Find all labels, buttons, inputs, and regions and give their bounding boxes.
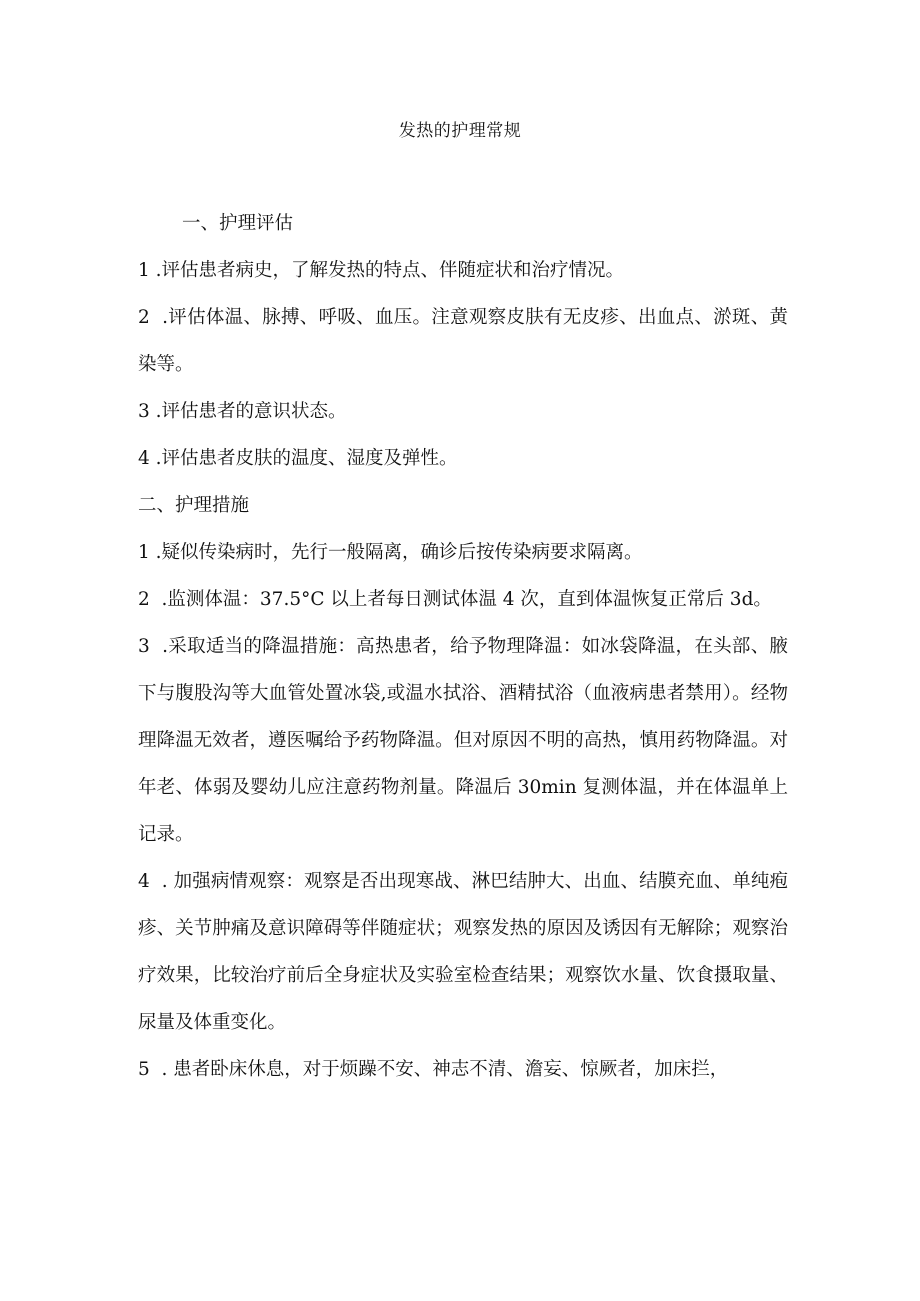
page-title: 发热的护理常规 — [398, 121, 522, 141]
measure-item-2: 2 .监测体温：37.5°C 以上者每日测试体温 4 次，直到体温恢复正常后 3d。 — [138, 589, 772, 610]
document-body — [138, 200, 788, 1093]
measure-item-3: 3 .采取适当的降温措施：高热患者，给予物理降温：如冰袋降温，在头部、腋下与腹股沟等大血管处置冰袋,或温水拭浴、酒精拭浴（血液病患者禁用）。经物理降温无效者，遵医嘱给予药物降温。但对原因不明的高热，慎用药物降温。对年老、体弱及婴幼儿应注意药物剂量。降温后 30min 复测体温，并在体温单上记录。 — [138, 636, 788, 845]
measure-item-5: 5 . 患者卧床休息，对于烦躁不安、神志不清、澹妄、惊厥者，加床拦， — [138, 1059, 729, 1080]
measure-item-1: 1 .疑似传染病时，先行一般隔离，确诊后按传染病要求隔离。 — [138, 542, 643, 563]
assessment-item-3: 3 .评估患者的意识状态。 — [138, 401, 347, 422]
section-heading-measures: 二、护理措施 — [138, 495, 250, 516]
section-heading-assessment: 一、护理评估 — [182, 213, 294, 234]
measure-item-4: 4 . 加强病情观察：观察是否出现寒战、淋巴结肿大、出血、结膜充血、单纯疱疹、关节肿痛及意识障碍等伴随症状；观察发热的原因及诱因有无解除；观察治疗效果，比较治疗前后全身症状及实验室检查结果；观察饮水量、饮食摄取量、尿量及体重变化。 — [138, 871, 788, 1033]
assessment-item-2: 2 .评估体温、脉搏、呼吸、血压。注意观察皮肤有无皮疹、出血点、淤斑、黄染等。 — [138, 307, 788, 375]
assessment-item-4: 4 .评估患者皮肤的温度、湿度及弹性。 — [138, 448, 458, 469]
assessment-item-1: 1 .评估患者病史，了解发热的特点、伴随症状和治疗情况。 — [138, 260, 625, 281]
